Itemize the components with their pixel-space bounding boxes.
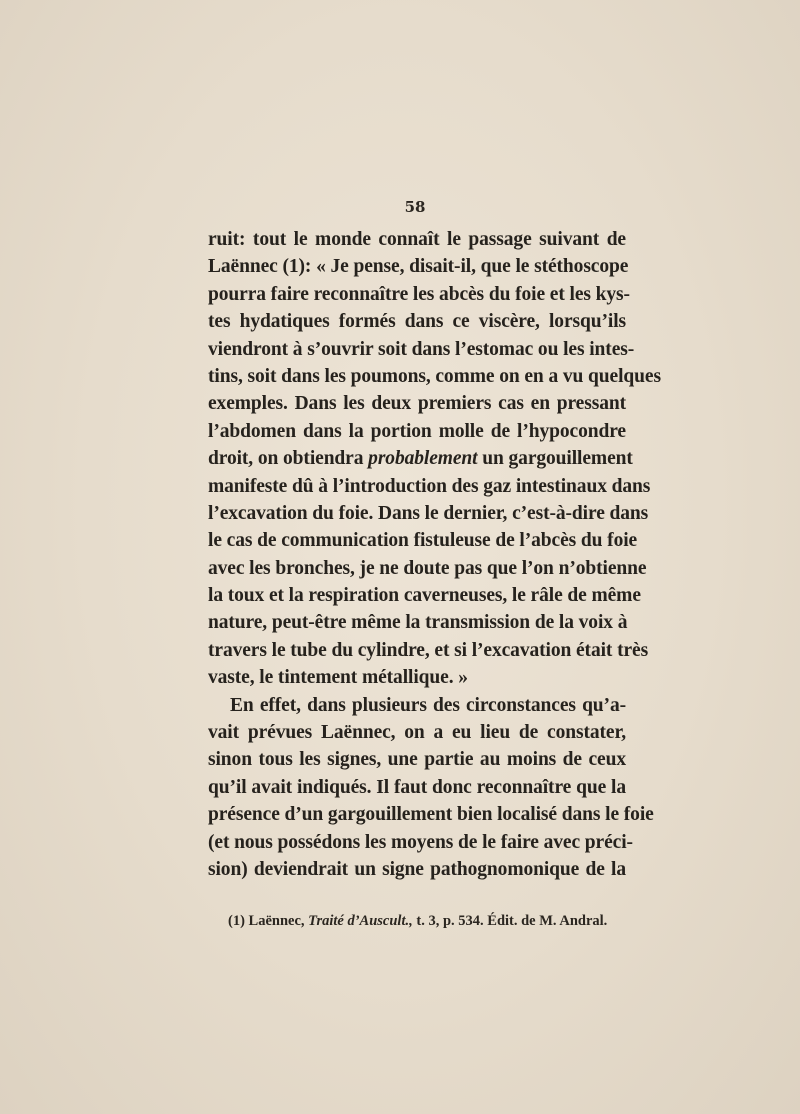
text-line: vaste, le tintement métallique. » bbox=[208, 667, 468, 689]
footnote-text: (1) Laënnec, bbox=[228, 913, 309, 929]
body-text bbox=[208, 226, 661, 883]
text-line: avec les bronches, je ne doute pas que l’on n’obtienne bbox=[208, 557, 647, 579]
text-line: l’abdomen dans la portion molle de l’hypocondre bbox=[208, 420, 626, 442]
text-line: travers le tube du cylindre, et si l’excavation était très bbox=[208, 639, 649, 661]
text-line: Laënnec (1): « Je pense, disait-il, que le stéthoscope bbox=[208, 256, 629, 278]
text-line: viendront à s’ouvrir soit dans l’estomac ou les intes- bbox=[208, 338, 635, 360]
text-segment: un gargouillement bbox=[477, 448, 633, 470]
text-line: (et nous possédons les moyens de le faire avec préci- bbox=[208, 831, 633, 853]
text-line: pourra faire reconnaître les abcès du foie et les kys- bbox=[208, 283, 630, 305]
text-line: qu’il avait indiqués. Il faut donc reconnaître que la bbox=[208, 776, 626, 798]
text-line: nature, peut-être même la transmission de la voix à bbox=[208, 612, 628, 634]
text-line: la toux et la respiration caverneuses, le râle de même bbox=[208, 585, 641, 607]
text-line: l’excavation du foie. Dans le dernier, c’est-à-dire dans bbox=[208, 502, 649, 524]
text-line: exemples. Dans les deux premiers cas en pressant bbox=[208, 393, 626, 415]
text-line-with-italic bbox=[208, 445, 633, 472]
text-line: présence d’un gargouillement bien localisé dans le foie bbox=[208, 804, 654, 826]
text-line: manifeste dû à l’introduction des gaz intestinaux dans bbox=[208, 475, 651, 497]
page-number: 58 bbox=[404, 198, 426, 216]
text-line: tins, soit dans les poumons, comme on en a vu quelques bbox=[208, 365, 661, 387]
text-line: le cas de communication fistuleuse de l’abcès du foie bbox=[208, 530, 638, 552]
text-line: sion) deviendrait un signe pathognomonique de la bbox=[208, 858, 626, 880]
text-line: sinon tous les signes, une partie au moins de ceux bbox=[208, 749, 626, 771]
text-line: vait prévues Laënnec, on a eu lieu de constater, bbox=[208, 722, 626, 744]
text-segment: droit, on obtiendra bbox=[208, 448, 369, 470]
paragraph-start-line: En effet, dans plusieurs des circonstances qu’a- bbox=[230, 694, 626, 716]
footnote-text: t. 3, p. 534. Édit. de M. Andral. bbox=[412, 913, 608, 929]
text-line: tes hydatiques formés dans ce viscère, lorsqu’ils bbox=[208, 311, 626, 333]
italic-word: probablement bbox=[368, 448, 478, 470]
footnote-italic-title: Traité d’Auscult., bbox=[308, 913, 413, 929]
text-line: ruit: tout le monde connaît le passage suivant de bbox=[208, 229, 626, 250]
footnote bbox=[228, 913, 628, 930]
